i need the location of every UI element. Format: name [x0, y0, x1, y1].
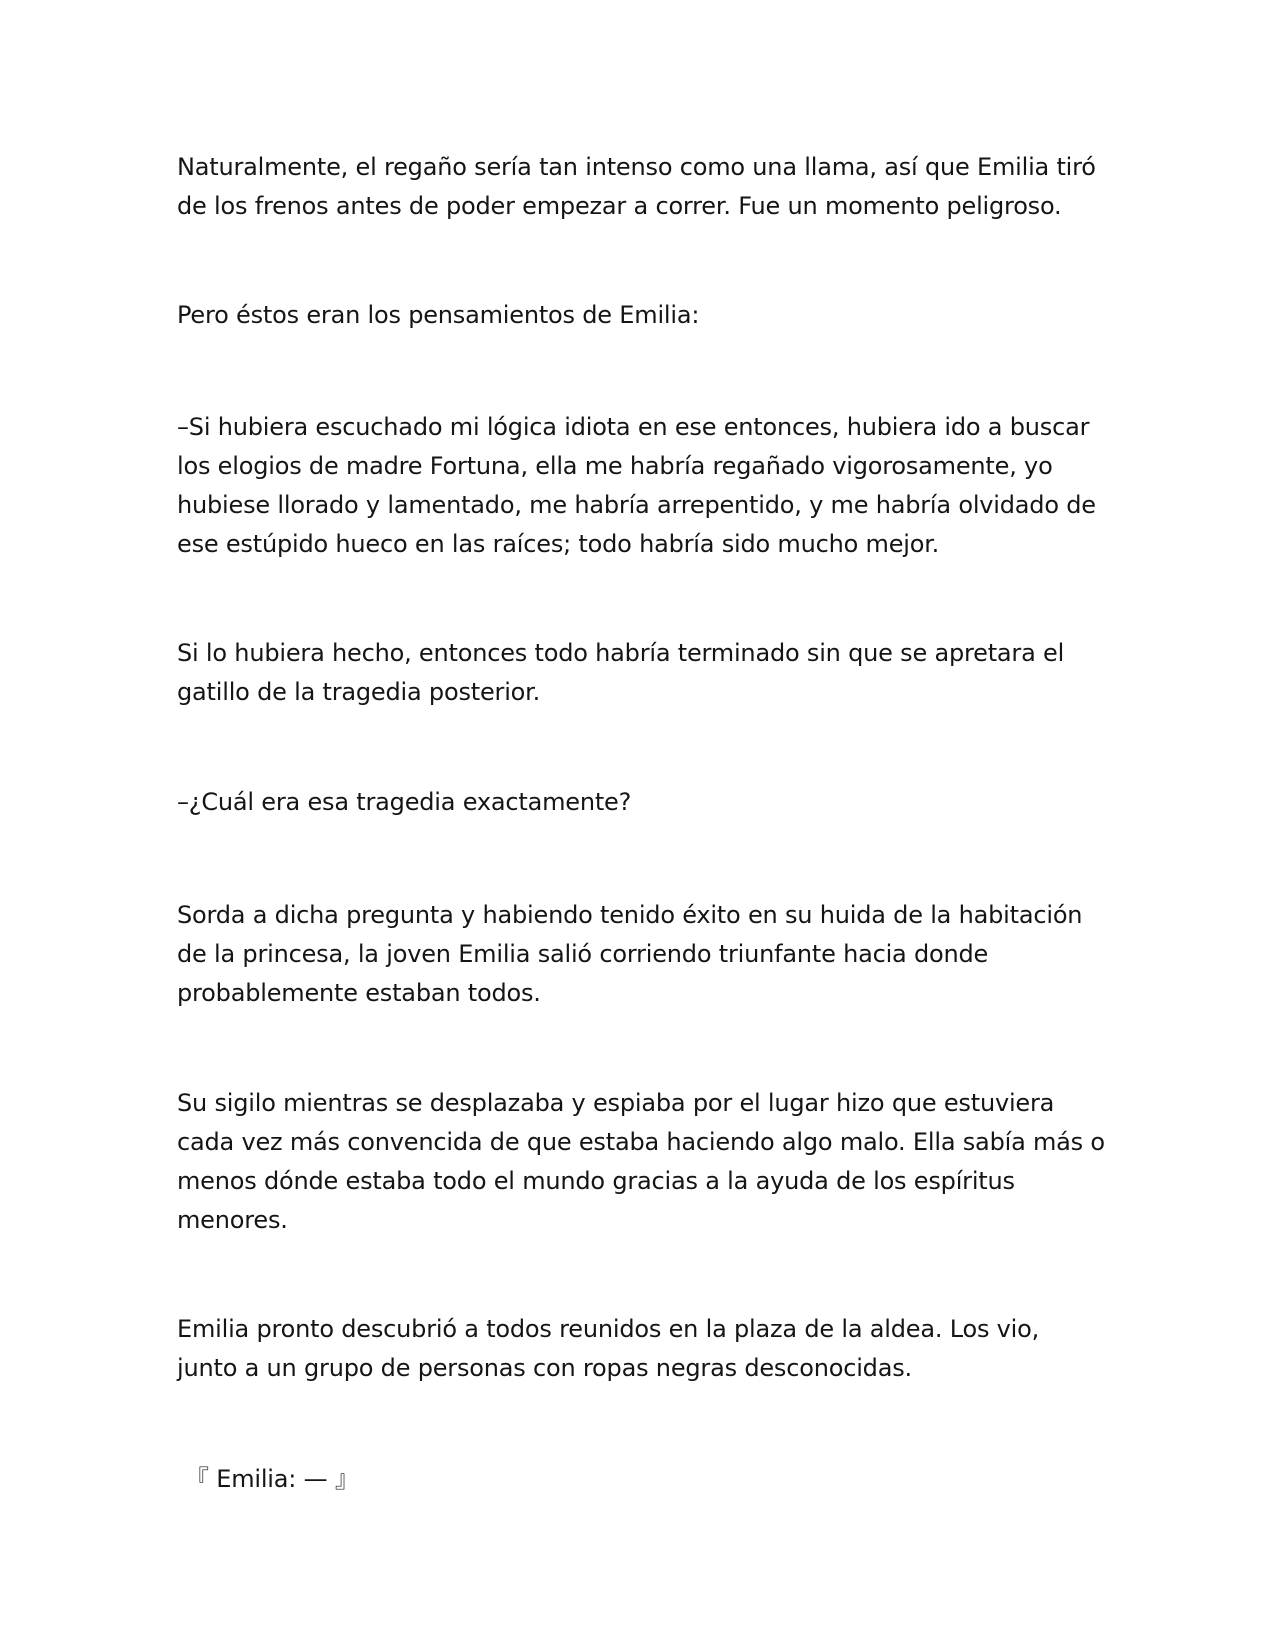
text-line: Naturalmente, el regaño sería tan intenso como una llama, así que Emilia tiró — [177, 153, 1096, 181]
text-line: los elogios de madre Fortuna, ella me habría regañado vigorosamente, yo — [177, 452, 1053, 480]
text-line: Si lo hubiera hecho, entonces todo habría terminado sin que se apretara el — [177, 639, 1065, 667]
paragraph-1 — [177, 148, 1117, 226]
paragraph-4 — [177, 634, 1117, 712]
text-line: menos dónde estaba todo el mundo gracias a la ayuda de los espíritus — [177, 1167, 1015, 1195]
text-line: Emilia pronto descubrió a todos reunidos en la plaza de la aldea. Los vio, — [177, 1315, 1040, 1343]
text-line: hubiese llorado y lamentado, me habría arrepentido, y me habría olvidado de — [177, 491, 1096, 519]
paragraph-3 — [177, 408, 1117, 564]
text-line: –¿Cuál era esa tragedia exactamente? — [177, 788, 632, 816]
text-line: menores. — [177, 1206, 288, 1234]
text-line: cada vez más convencida de que estaba haciendo algo malo. Ella sabía más o — [177, 1128, 1105, 1156]
paragraph-6 — [177, 896, 1117, 1013]
text-line: Pero éstos eran los pensamientos de Emilia: — [177, 301, 700, 329]
text-line: de los frenos antes de poder empezar a correr. Fue un momento peligroso. — [177, 192, 1062, 220]
text-line: junto a un grupo de personas con ropas negras desconocidas. — [177, 1354, 912, 1382]
text-line: gatillo de la tragedia posterior. — [177, 678, 541, 706]
paragraph-5 — [177, 783, 1117, 822]
paragraph-8 — [177, 1310, 1117, 1388]
text-line: Sorda a dicha pregunta y habiendo tenido éxito en su huida de la habitación — [177, 901, 1083, 929]
paragraph-2 — [177, 296, 1117, 335]
text-line: Su sigilo mientras se desplazaba y espiaba por el lugar hizo que estuviera — [177, 1089, 1055, 1117]
dialogue-line — [185, 1460, 1125, 1499]
text-line: 『 Emilia: — 』 — [185, 1465, 359, 1493]
text-line: –Si hubiera escuchado mi lógica idiota en ese entonces, hubiera ido a buscar — [177, 413, 1090, 441]
text-line: probablemente estaban todos. — [177, 979, 541, 1007]
paragraph-7 — [177, 1084, 1117, 1240]
text-line: de la princesa, la joven Emilia salió corriendo triunfante hacia donde — [177, 940, 989, 968]
text-line: ese estúpido hueco en las raíces; todo habría sido mucho mejor. — [177, 530, 940, 558]
